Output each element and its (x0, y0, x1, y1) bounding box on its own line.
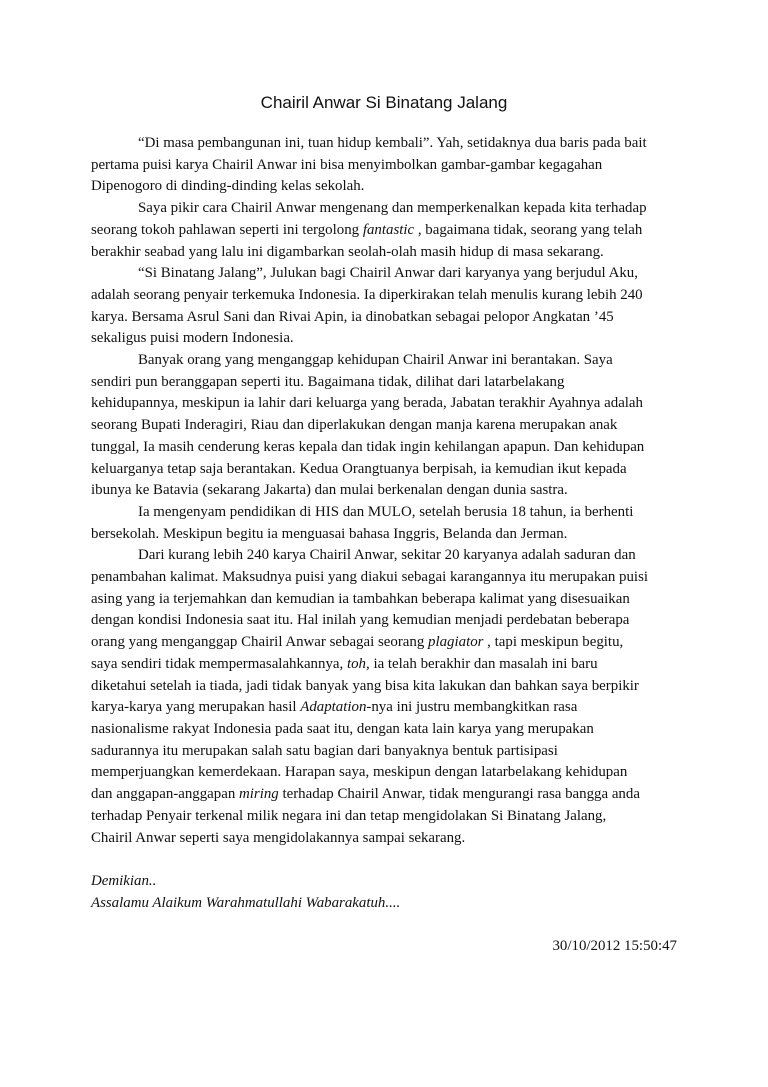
spacer (91, 914, 681, 936)
paragraph (91, 350, 681, 502)
text-line (91, 784, 681, 806)
text-segment: seorang tokoh pahlawan seperti ini tergolong (91, 221, 363, 238)
text-line: Ia mengenyam pendidikan di HIS dan MULO, setelah berusia 18 tahun, ia berhenti (138, 503, 634, 520)
text-line (91, 654, 681, 676)
italic-term: Adaptation (300, 699, 367, 716)
timestamp: 30/10/2012 15:50:47 (552, 937, 677, 954)
text-line (91, 697, 681, 719)
text-line: sekaligus puisi modern Indonesia. (91, 330, 294, 347)
text-segment: karya-karya yang merupakan hasil (91, 699, 301, 716)
text-segment: -nya ini justru membangkitkan rasa (366, 699, 578, 716)
paragraph (91, 133, 681, 198)
text-line: pertama puisi karya Chairil Anwar ini bisa menyimbolkan gambar-gambar kegagahan (91, 156, 603, 173)
text-line: berakhir seabad yang lalu ini digambarkan seolah-olah masih hidup di masa sekarang. (91, 243, 604, 260)
text-line: Saya pikir cara Chairil Anwar mengenang dan memperkenalkan kepada kita terhadap (138, 200, 647, 217)
text-segment: , tapi meskipun begitu, (483, 634, 624, 651)
text-segment: dan anggapan-anggapan (91, 786, 240, 803)
paragraph (91, 263, 681, 350)
closing-line: Assalamu Alaikum Warahmatullahi Wabarakatuh.... (91, 894, 401, 911)
text-line: “Di masa pembangunan ini, tuan hidup kembali”. Yah, setidaknya dua baris pada bait (138, 135, 647, 151)
text-line: sadurannya itu merupakan salah satu bagian dari banyaknya bentuk partisipasi (91, 742, 558, 759)
italic-term: toh, (346, 655, 370, 672)
text-line: “Si Binatang Jalang”, Julukan bagi Chairil Anwar dari karyanya yang berjudul Aku, (138, 265, 638, 282)
text-line: sendiri pun beranggapan seperti itu. Bagaimana tidak, dilihat dari latarbelakang (91, 373, 565, 390)
text-segment: saya sendiri tidak mempermasalahkannya, (91, 655, 347, 672)
text-line: diketahui setelah ia tiada, jadi tidak banyak yang bisa kita lakukan dan bahkan saya berpikir (91, 677, 639, 694)
spacer (91, 849, 681, 871)
text-line: asing yang ia terjemahkan dan kemudian ia tambahkan beberapa kalimat yang disesuaikan (91, 590, 630, 607)
text-line: nasionalisme rakyat Indonesia pada saat itu, dengan kata lain karya yang merupakan (91, 720, 594, 737)
italic-term: miring (239, 786, 279, 803)
text-line: Dipenogoro di dinding-dinding kelas sekolah. (91, 178, 365, 195)
text-line: bersekolah. Meskipun begitu ia menguasai bahasa Inggris, Belanda dan Jerman. (91, 525, 568, 542)
text-line: Banyak orang yang menganggap kehidupan Chairil Anwar ini berantakan. Saya (138, 352, 613, 369)
text-line: memperjuangkan kemerdekaan. Harapan saya, meskipun dengan latarbelakang kehidupan (91, 764, 628, 781)
text-line: dengan kondisi Indonesia saat itu. Hal inilah yang kemudian menjadi perdebatan beberapa (91, 612, 630, 629)
document-title: Chairil Anwar Si Binatang Jalang (260, 93, 508, 112)
text-line: keluarganya tetap saja berantakan. Kedua Orangtuanya berpisah, ia kemudian ikut kepada (91, 460, 627, 477)
text-segment: ia telah berakhir dan masalah ini baru (369, 655, 598, 672)
text-line: Chairil Anwar seperti saya mengidolakannya sampai sekarang. (91, 829, 466, 846)
text-line: seorang Bupati Inderagiri, Riau dan diperlakukan dengan manja karena merupakan anak (91, 417, 618, 434)
text-segment: terhadap Chairil Anwar, tidak mengurangi rasa bangga anda (278, 786, 640, 803)
text-line (91, 220, 681, 242)
italic-term: plagiator (428, 634, 484, 651)
text-line: karya. Bersama Asrul Sani dan Rivai Apin, ia dinobatkan sebagai pelopor Angkatan ’45 (91, 308, 614, 325)
italic-term: fantastic (362, 221, 415, 238)
text-line: penambahan kalimat. Maksudnya puisi yang diakui sebagai karangannya itu merupakan puisi (91, 569, 649, 586)
text-line: tunggal, Ia masih cenderung keras kepala dan tidak ingin kehilangan apapun. Dan kehidupan (91, 438, 645, 455)
paragraph (91, 502, 681, 545)
text-line (91, 632, 681, 654)
closing (91, 871, 681, 914)
text-segment: , bagaimana tidak, seorang yang telah (414, 221, 643, 238)
text-line: ibunya ke Batavia (sekarang Jakarta) dan mulai berkenalan dengan dunia sastra. (91, 482, 568, 499)
text-line: adalah seorang penyair terkemuka Indonesia. Ia diperkirakan telah menulis kurang lebih 240 (91, 286, 643, 303)
text-line: Dari kurang lebih 240 karya Chairil Anwar, sekitar 20 karyanya adalah saduran dan (138, 547, 636, 564)
paragraph (91, 545, 681, 849)
text-line: kehidupannya, meskipun ia lahir dari keluarga yang berada, Jabatan terakhir Ayahnya adalah (91, 395, 643, 412)
text-segment: orang yang menganggap Chairil Anwar sebagai seorang (91, 634, 429, 651)
text-line: terhadap Penyair terkenal milik negara ini dan tetap mengidolakan Si Binatang Jalang, (91, 807, 607, 824)
paragraph (91, 198, 681, 263)
closing-line: Demikian.. (91, 872, 157, 889)
document-body (91, 133, 681, 958)
